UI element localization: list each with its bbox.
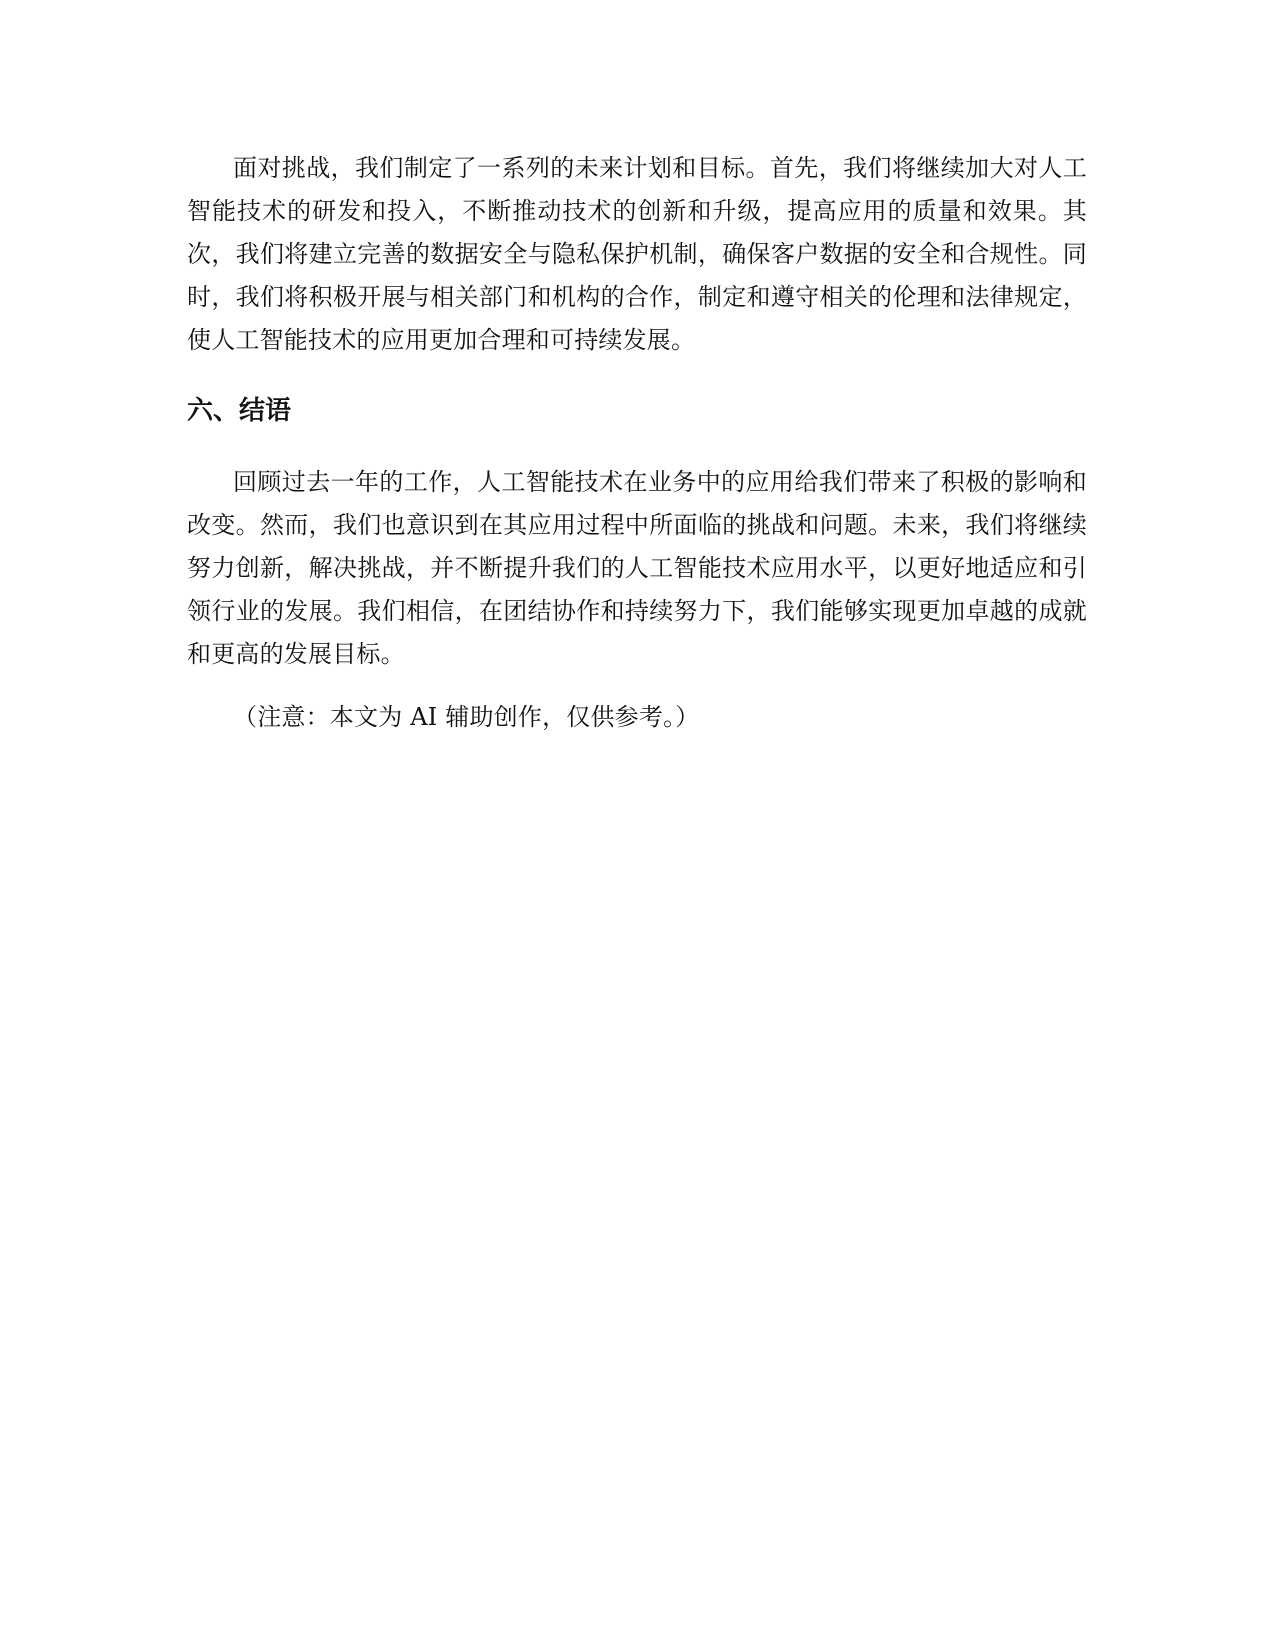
section-heading-conclusion: 六、结语 — [187, 396, 292, 426]
ai-assist-note: （注意：本文为 AI 辅助创作，仅供参考。） — [233, 703, 700, 731]
paragraph-conclusion: 回顾过去一年的工作，人工智能技术在业务中的应用给我们带来了积极的影响和改变。然而，我们也意识到在其应用过程中所面临的挑战和问题。未来，我们将继续努力创新，解决挑战，并不断提升我们的人工智能技术应用水平，以更好地适应和引领行业的发展。我们相信，在团结协作和持续努力下，我们能够实现更加卓越的成就和更高的发展目标。 — [187, 468, 1087, 668]
paragraph-future-plans: 面对挑战，我们制定了一系列的未来计划和目标。首先，我们将继续加大对人工智能技术的研发和投入，不断推动技术的创新和升级，提高应用的质量和效果。其次，我们将建立完善的数据安全与隐私保护机制，确保客户数据的安全和合规性。同时，我们将积极开展与相关部门和机构的合作，制定和遵守相关的伦理和法律规定，使人工智能技术的应用更加合理和可持续发展。 — [187, 154, 1087, 354]
document-body — [187, 147, 1087, 739]
